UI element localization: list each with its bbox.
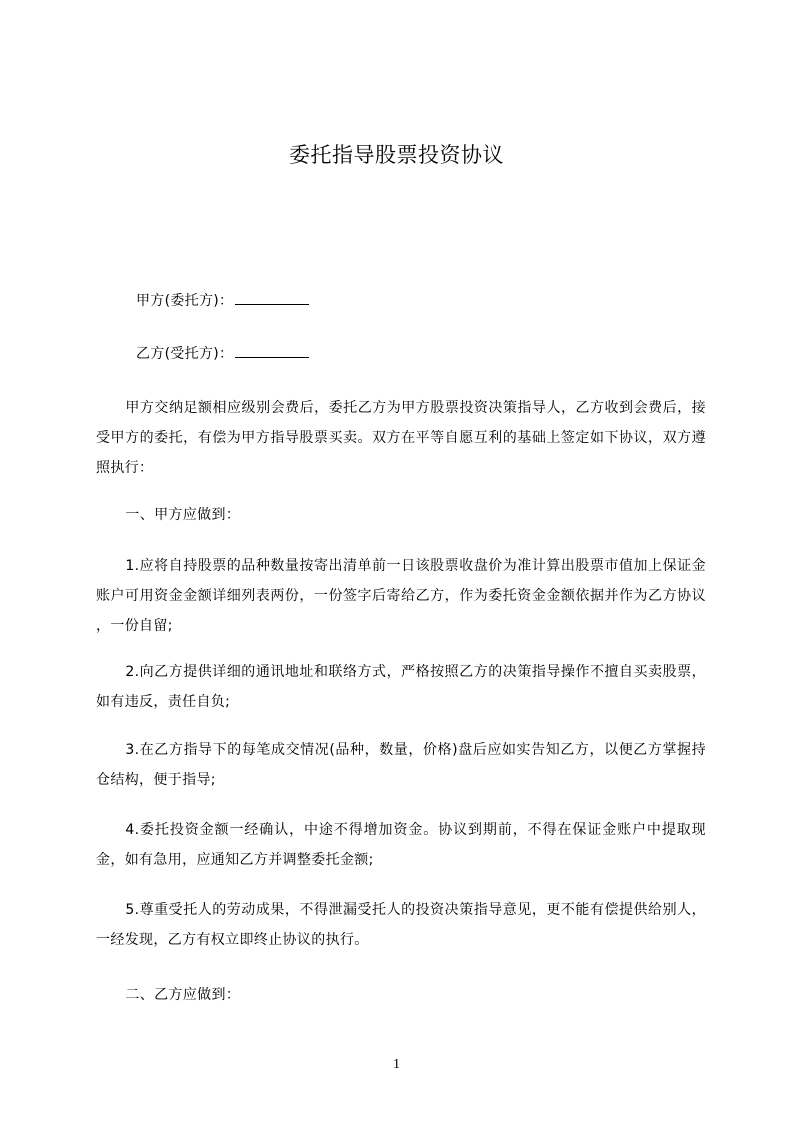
document-title: 委托指导股票投资协议 <box>289 143 504 167</box>
party-b-blank <box>235 340 309 358</box>
intro-paragraph: 甲方交纳足额相应级别会费后，委托乙方为甲方股票投资决策指导人，乙方收到会费后，接受甲方的委托，有偿为甲方指导股票买卖。双方在平等自愿互利的基础上签定如下协议，双方遵照执行： <box>96 400 706 476</box>
party-a-line <box>136 286 309 316</box>
clause-item: 3.在乙方指导下的每笔成交情况(品种，数量，价格)盘后应如实告知乙方，以便乙方掌握持仓结构，便于指导; <box>96 742 706 788</box>
section-2-heading: 二、乙方应做到： <box>125 987 241 1003</box>
party-a-label: 甲方(委托方)： <box>136 293 234 309</box>
clause-item: 4.委托投资金额一经确认，中途不得增加资金。协议到期前，不得在保证金账户中提取现金，如有急用，应通知乙方并调整委托金额; <box>96 822 706 868</box>
section-1-heading: 一、甲方应做到： <box>125 507 241 523</box>
party-a-blank <box>235 287 309 305</box>
clause-item: 2.向乙方提供详细的通讯地址和联络方式，严格按照乙方的决策指导操作不擅自买卖股票，如有违反，责任自负; <box>96 664 706 710</box>
clause-item: 1.应将自持股票的品种数量按寄出清单前一日该股票收盘价为准计算出股票市值加上保证金账户可用资金金额详细列表两份，一份签字后寄给乙方，作为委托资金金额依据并作为乙方协议 ，一份自留; <box>96 558 706 634</box>
page-number: 1 <box>393 1057 400 1072</box>
party-b-line <box>136 339 309 369</box>
party-b-label: 乙方(受托方)： <box>136 346 234 362</box>
clause-item: 5.尊重受托人的劳动成果，不得泄漏受托人的投资决策指导意见，更不能有偿提供给别人，一经发现，乙方有权立即终止协议的执行。 <box>96 902 706 948</box>
